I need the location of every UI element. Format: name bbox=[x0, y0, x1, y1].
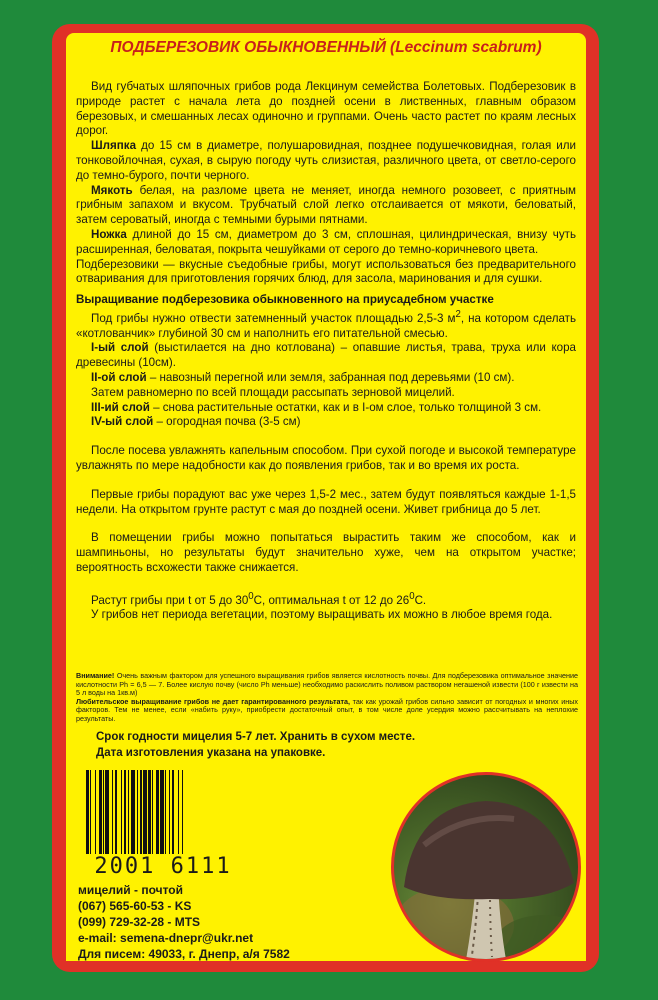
growing-intro-b: , на котором сделать «котлованчик» глубиной 30 см и наполнить его питательной смесью. bbox=[76, 311, 576, 340]
stem-label: Ножка bbox=[91, 227, 127, 241]
phone-mts: (099) 729-32-28 - MTS bbox=[78, 915, 201, 929]
layer-3 bbox=[76, 401, 576, 416]
amateur-text: так как урожай грибов сильно зависит от погодных и многих иных факторов. Тем не менее, если «набить руку», приобрести достаточный опыт, в том числе доле усердия можно рассчитывать на неплохие результаты. bbox=[76, 696, 579, 723]
layer-2-text: – навозный перегной или земля, забранная под деревьями (10 см). bbox=[146, 371, 515, 384]
growing-intro-sup: 2 bbox=[455, 308, 461, 320]
description-text bbox=[76, 80, 576, 623]
barcode-bars bbox=[86, 770, 236, 858]
mail-order-line: мицелий - почтой bbox=[78, 883, 184, 897]
amateur-paragraph bbox=[76, 698, 578, 724]
temp-sup-1: 0 bbox=[248, 590, 254, 602]
stem-paragraph bbox=[76, 228, 576, 258]
shelf-life: Срок годности мицелия 5-7 лет. Хранить в сухом месте. bbox=[96, 731, 416, 743]
phone-ks: (067) 565-60-53 - KS bbox=[78, 899, 192, 913]
email-address[interactable]: semena-dnepr@ukr.net bbox=[120, 931, 254, 945]
warning-note bbox=[76, 672, 578, 724]
temp-a: Растут грибы при t от 5 до 30 bbox=[91, 593, 249, 607]
email-line bbox=[78, 930, 418, 946]
layer-4 bbox=[76, 415, 576, 430]
mushroom-illustration bbox=[394, 775, 581, 962]
temp-sup-2: 0 bbox=[409, 590, 415, 602]
indoors-paragraph: В помещении грибы можно попытаться вырастить таким же способом, как и шампиньоны, но результаты будут значительно хуже, чем на открытом участке; вероятность всхожести также снижается. bbox=[76, 531, 576, 574]
edible-paragraph: Подберезовики — вкусные съедобные грибы, могут использоваться без предварительного отваривания для приготовления горячих блюд, для засола, маринования и для сушки. bbox=[76, 257, 576, 286]
storage-info bbox=[96, 729, 536, 761]
barcode-bar bbox=[183, 770, 184, 858]
cap-label: Шляпка bbox=[91, 139, 137, 153]
layer-2 bbox=[76, 371, 576, 386]
title-latin: (Leccinum scabrum) bbox=[390, 39, 542, 56]
warning-text: Очень важным фактором для успешного выращивания грибов является кислотность почвы. Для подберезовика оптимальное значение кислотности Ph = 6,5 — 7. Более кислую почву (число Ph меньше) необходимо раскислить поливом раствором негашеной извести (100 г извести на 5 л воды на 1кв.м) bbox=[76, 671, 578, 698]
barcode-digits: 2001 6111 bbox=[84, 854, 242, 879]
layer-1 bbox=[76, 341, 576, 371]
layer-3-label: III-ий слой bbox=[91, 400, 150, 414]
growing-heading: Выращивание подберезовика обыкновенного на приусадебном участке bbox=[76, 293, 494, 307]
temp-c: C. bbox=[414, 593, 427, 607]
cap-paragraph bbox=[76, 139, 576, 183]
growing-intro bbox=[76, 308, 576, 341]
layer-1-label: I-ый слой bbox=[91, 341, 149, 355]
amateur-label: Любительское выращивание грибов не дает гарантированного результата, bbox=[76, 696, 351, 706]
growing-intro-a: Под грибы нужно отвести затемненный участок площадью 2,5-3 м bbox=[91, 311, 456, 325]
layer-4-label: IV-ый слой bbox=[91, 415, 154, 429]
layer-2-label: II-ой слой bbox=[91, 371, 147, 384]
after-sowing-paragraph: После посева увлажнять капельным способом. При сухой погоде и высокой температуре увлажнять по мере надобности как до появления грибов, так и во время их роста. bbox=[76, 444, 576, 472]
temperature-paragraph bbox=[76, 590, 576, 609]
contact-info bbox=[78, 882, 418, 962]
manufacture-date-note: Дата изготовления указана на упаковке. bbox=[96, 747, 326, 759]
flesh-label: Мякоть bbox=[91, 183, 133, 197]
layer-3-text: – снова растительные остатки, как и в I-ом слое, только толщиной 3 см. bbox=[149, 400, 542, 414]
postal-address: Для писем: 49033, г. Днепр, а/я 7582 bbox=[78, 947, 290, 961]
page-title bbox=[66, 33, 586, 63]
title-main: ПОДБЕРЕЗОВИК ОБЫКНОВЕННЫЙ bbox=[110, 39, 387, 56]
cap-text: до 15 см в диаметре, полушаровидная, позднее подушечковидная, голая или тонковойлочная, сухая, в сырую погоду чуть слизистая, различного цвета, от светло-серого до темно-бурого, почти черного. bbox=[76, 139, 576, 182]
email-label: e-mail: bbox=[78, 931, 121, 945]
no-season-paragraph: У грибов нет периода вегетации, поэтому выращивать их можно в любое время года. bbox=[91, 608, 553, 622]
mushroom-photo bbox=[391, 772, 581, 962]
warning-paragraph bbox=[76, 672, 578, 698]
first-mushrooms-paragraph: Первые грибы порадуют вас уже через 1,5-2 мес., затем будут появляться каждые 1-1,5 недели. На открытом грунте растут с мая до поздней осени. Живет грибница до 5 лет. bbox=[76, 487, 576, 516]
layer-2-extra: Затем равномерно по всей площади рассыпать зерновой мицелий. bbox=[91, 385, 455, 399]
layer-4-text: – огородная почва (3-5 см) bbox=[153, 415, 301, 429]
warning-label: Внимание! bbox=[76, 671, 115, 680]
layer-1-text: (выстилается на дно котлована) – опавшие листья, трава, труха или кора древесины (10см). bbox=[76, 341, 576, 370]
flesh-text: белая, на разломе цвета не меняет, иногда немного розовеет, с приятным грибным запахом и вкусом. Трубчатый слой легко отслаивается от мякоти, беловатый, затем сероватый, иногда с темными бурыми пятнами. bbox=[76, 183, 576, 227]
temp-b: C, оптимальная t от 12 до 26 bbox=[253, 593, 410, 607]
stem-text: длиной до 15 см, диаметром до 3 см, сплошная, цилиндрическая, внизу чуть расширенная, беловатая, покрыта чешуйками от серого до темно-коричневого цвета. bbox=[76, 227, 576, 256]
flesh-paragraph bbox=[76, 184, 576, 228]
barcode bbox=[82, 770, 242, 880]
intro-paragraph: Вид губчатых шляпочных грибов рода Лекцинум семейства Болетовых. Подберезовик в природе растет с начала лета до поздней осени в лиственных, главным образом березовых, и смешанных лесах одиночно и группами. Очень часто растет по краям лесных дорог. bbox=[76, 80, 576, 138]
